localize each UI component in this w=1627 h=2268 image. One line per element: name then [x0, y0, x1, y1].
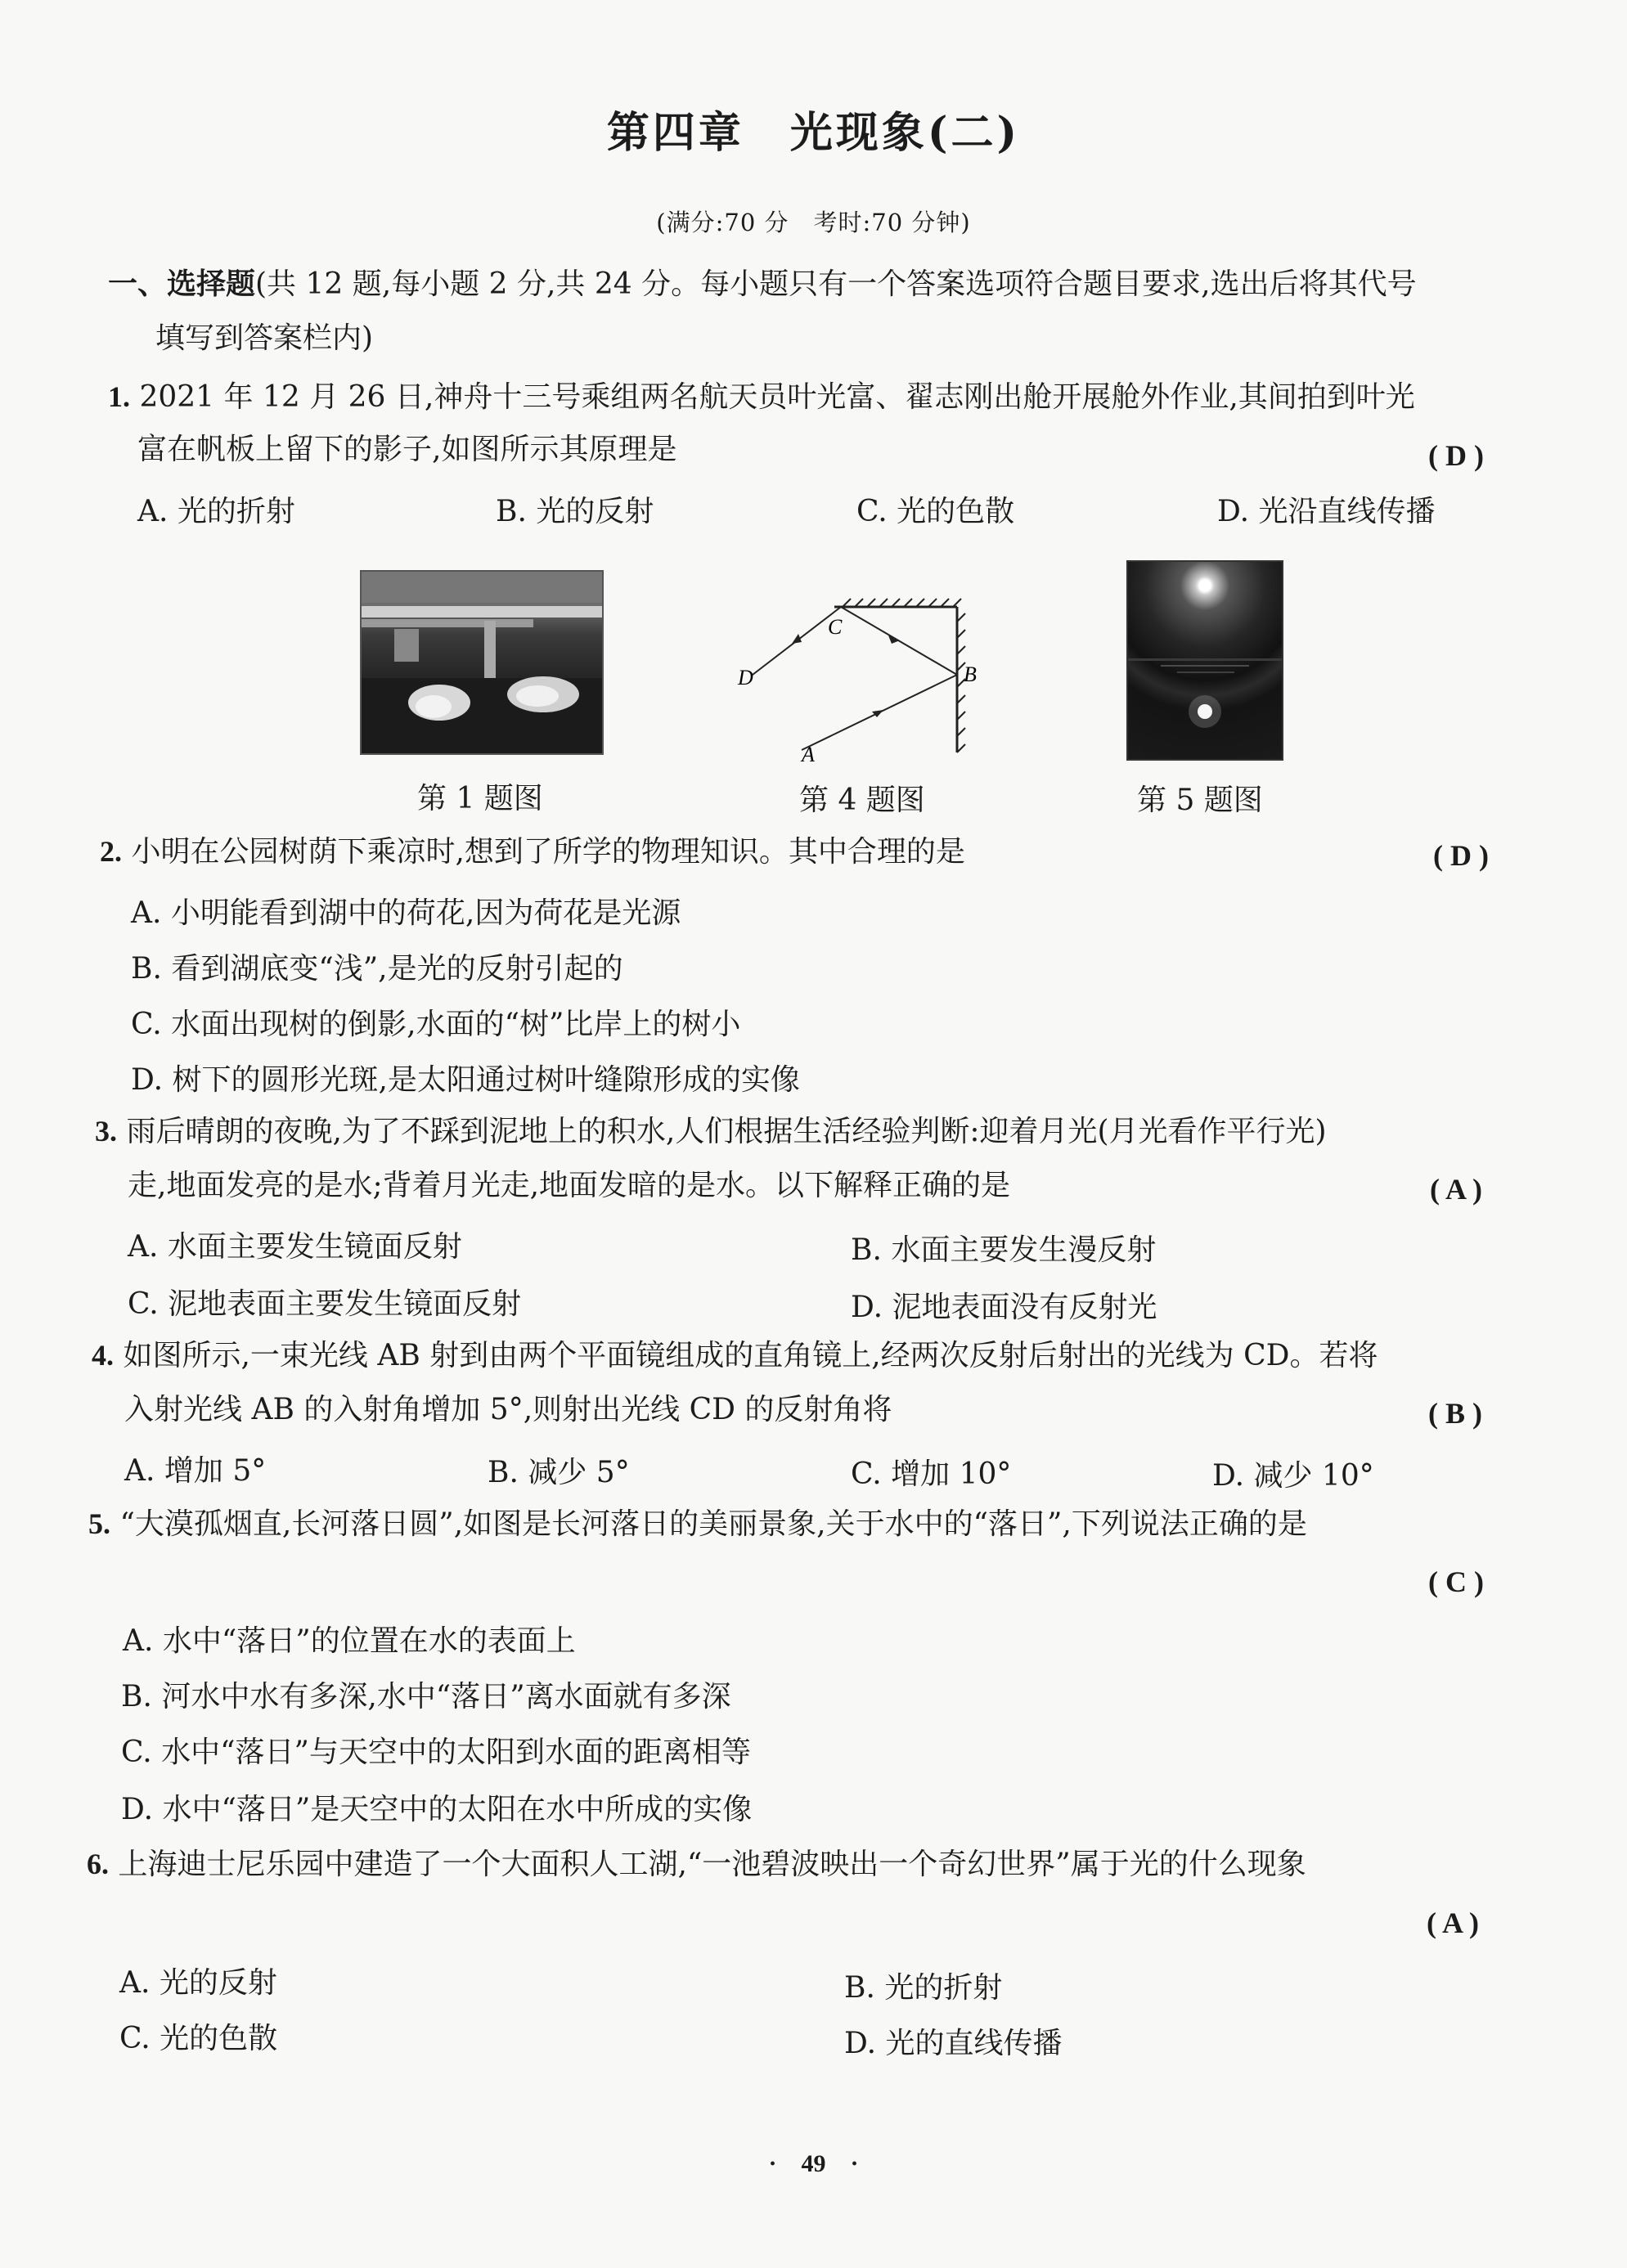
question-number: 5. — [88, 1507, 110, 1540]
q3-option-c: C. 泥地表面主要发生镜面反射 — [128, 1287, 522, 1321]
figure-1-photo — [360, 570, 604, 755]
q2-option-a: A. 小明能看到湖中的荷花,因为荷花是光源 — [131, 896, 681, 930]
question-number: 1. — [108, 380, 130, 413]
q2-option-b: B. 看到湖底变“浅”,是光的反射引起的 — [131, 952, 623, 986]
q4-option-a: A. 增加 5° — [124, 1454, 267, 1488]
question-text: 上海迪士尼乐园中建造了一个大面积人工湖,“一池碧波映出一个奇幻世界”属于光的什么现象 — [118, 1848, 1306, 1881]
q5-option-d: D. 水中“落日”是天空中的太阳在水中所成的实像 — [121, 1793, 753, 1826]
q4-option-d: D. 减少 10° — [1212, 1459, 1374, 1493]
answer-2: ( D ) — [1433, 839, 1489, 872]
question-text: 如图所示,一束光线 AB 射到由两个平面镜组成的直角镜上,经两次反射后射出的光线为 CD。若将 — [123, 1339, 1378, 1372]
label-a: A — [802, 743, 815, 765]
question-4-line-1 — [92, 1338, 1378, 1373]
q6-option-a: A. 光的反射 — [119, 1966, 277, 2000]
answer-5: ( C ) — [1428, 1565, 1484, 1598]
q6-option-c: C. 光的色散 — [119, 2022, 278, 2055]
figure-5-photo — [1126, 560, 1283, 761]
question-6-line-1 — [87, 1847, 1306, 1882]
q4-option-b: B. 减少 5° — [488, 1456, 630, 1489]
q4-option-c: C. 增加 10° — [851, 1457, 1012, 1491]
section-heading-row — [108, 267, 1417, 302]
question-number: 6. — [87, 1848, 109, 1880]
q5-option-c: C. 水中“落日”与天空中的太阳到水面的距离相等 — [121, 1736, 751, 1769]
q6-option-d: D. 光的直线传播 — [844, 2027, 1063, 2060]
page-number: · 49 · — [768, 2150, 859, 2177]
question-text: “大漠孤烟直,长河落日圆”,如图是长河落日的美丽景象,关于水中的“落日”,下列说法正确的是 — [119, 1507, 1307, 1541]
answer-4: ( B ) — [1428, 1397, 1482, 1430]
label-c: C — [828, 615, 843, 639]
figure-1-image — [362, 572, 602, 753]
question-5-line-1 — [88, 1507, 1307, 1542]
figure-4-mirror-diagram — [720, 593, 998, 765]
q6-option-b: B. 光的折射 — [844, 1971, 1003, 2005]
question-number: 3. — [95, 1115, 117, 1147]
q1-option-c: C. 光的色散 — [856, 495, 1015, 528]
question-2-line-1 — [100, 834, 965, 869]
figure-1-caption: 第 1 题图 — [417, 782, 543, 815]
question-number: 2. — [100, 835, 122, 868]
question-3-line-1 — [95, 1114, 1327, 1149]
q3-option-d: D. 泥地表面没有反射光 — [851, 1291, 1157, 1324]
section-heading: 一、选择题 — [108, 267, 256, 301]
figure-5-image — [1128, 562, 1282, 759]
q5-option-a: A. 水中“落日”的位置在水的表面上 — [123, 1624, 576, 1658]
q2-option-d: D. 树下的圆形光斑,是太阳通过树叶缝隙形成的实像 — [131, 1063, 800, 1097]
section-instruction-1: (共 12 题,每小题 2 分,共 24 分。每小题只有一个答案选项符合题目要求,选出后将其代号 — [255, 267, 1417, 301]
question-number: 4. — [92, 1339, 114, 1372]
answer-1: ( D ) — [1428, 439, 1484, 472]
q5-option-b: B. 河水中水有多深,水中“落日”离水面就有多深 — [121, 1680, 731, 1713]
q1-option-d: D. 光沿直线传播 — [1217, 495, 1436, 528]
figure-5-caption: 第 5 题图 — [1137, 784, 1263, 817]
question-1-line-1 — [108, 379, 1415, 415]
section-instruction-2: 填写到答案栏内) — [155, 321, 374, 355]
page-subtitle: (满分:70 分 考时:70 分钟) — [656, 209, 971, 236]
answer-6: ( A ) — [1427, 1906, 1480, 1939]
q3-option-b: B. 水面主要发生漫反射 — [851, 1233, 1157, 1267]
question-1-line-2: 富在帆板上留下的影子,如图所示其原理是 — [137, 433, 677, 466]
label-d: D — [738, 666, 753, 689]
question-text: 小明在公园树荫下乘凉时,想到了所学的物理知识。其中合理的是 — [131, 835, 965, 869]
question-text: 2021 年 12 月 26 日,神舟十三号乘组两名航天员叶光富、翟志刚出舱开展舱外作业,其间拍到叶光 — [139, 380, 1415, 414]
question-text: 雨后晴朗的夜晚,为了不踩到泥地上的积水,人们根据生活经验判断:迎着月光(月光看作平行光) — [126, 1115, 1327, 1148]
question-4-line-2: 入射光线 AB 的入射角增加 5°,则射出光线 CD 的反射角将 — [124, 1393, 892, 1426]
q1-option-a: A. 光的折射 — [137, 495, 295, 528]
q3-option-a: A. 水面主要发生镜面反射 — [128, 1230, 462, 1264]
figure-4-caption: 第 4 题图 — [799, 784, 925, 817]
q2-option-c: C. 水面出现树的倒影,水面的“树”比岸上的树小 — [131, 1008, 741, 1041]
answer-3: ( A ) — [1430, 1173, 1483, 1206]
question-3-line-2: 走,地面发亮的是水;背着月光走,地面发暗的是水。以下解释正确的是 — [128, 1169, 1011, 1202]
page-title: 第四章 光现象(二) — [606, 108, 1021, 158]
label-b: B — [964, 662, 977, 686]
q1-option-b: B. 光的反射 — [496, 495, 654, 528]
